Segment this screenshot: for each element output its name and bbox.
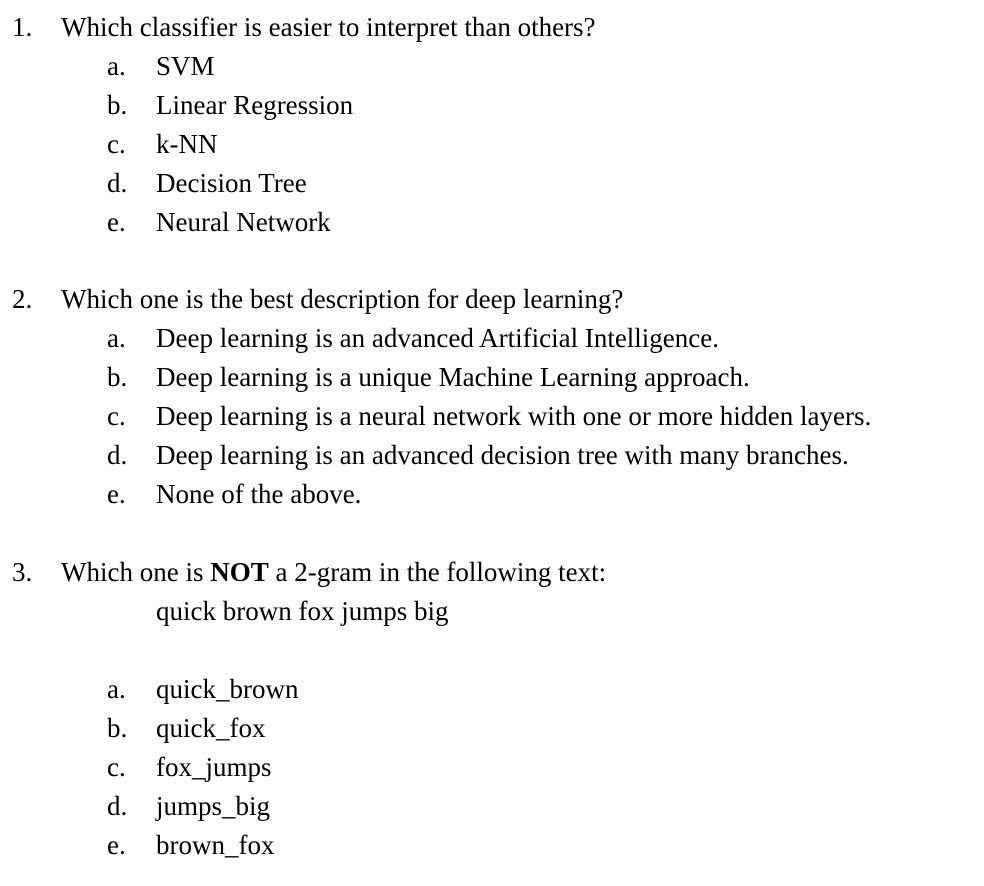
question-text: Which one is the best description for deep learning? — [61, 284, 624, 314]
option-b — [0, 358, 984, 397]
option-letter: a. — [107, 323, 126, 353]
option-b — [0, 86, 984, 125]
option-e — [0, 203, 984, 242]
option-text: k-NN — [156, 129, 218, 159]
sample-text-line — [0, 592, 984, 631]
option-letter: c. — [107, 401, 126, 431]
option-letter: a. — [107, 51, 126, 81]
question-3 — [0, 553, 984, 865]
question-number: 2. — [12, 284, 33, 314]
question-1-stem — [0, 8, 984, 47]
option-text: quick_brown — [156, 674, 299, 704]
option-text: fox_jumps — [156, 752, 272, 782]
option-text: quick_fox — [156, 713, 266, 743]
option-text: Deep learning is a neural network with one or more hidden layers. — [156, 401, 872, 431]
option-list — [0, 47, 984, 242]
question-text-after: a 2-gram in the following text: — [268, 557, 607, 587]
option-letter: e. — [107, 479, 126, 509]
question-2-stem — [0, 280, 984, 319]
option-letter: e. — [107, 830, 126, 860]
option-text: jumps_big — [156, 791, 271, 821]
option-e — [0, 826, 984, 865]
option-c — [0, 397, 984, 436]
option-letter: b. — [107, 362, 128, 392]
option-letter: d. — [107, 168, 128, 198]
option-letter: e. — [107, 207, 126, 237]
question-emphasis: NOT — [210, 557, 269, 587]
question-2 — [0, 280, 984, 514]
option-letter: d. — [107, 440, 128, 470]
option-c — [0, 125, 984, 164]
option-text: Deep learning is a unique Machine Learning approach. — [156, 362, 750, 392]
option-e — [0, 475, 984, 514]
option-letter: a. — [107, 674, 126, 704]
option-list — [0, 670, 984, 865]
question-text: Which classifier is easier to interpret than others? — [61, 12, 596, 42]
option-a — [0, 47, 984, 86]
sample-text: quick brown fox jumps big — [156, 596, 449, 626]
option-b — [0, 709, 984, 748]
option-letter: c. — [107, 752, 126, 782]
question-text-before: Which one is — [61, 557, 211, 587]
option-a — [0, 319, 984, 358]
option-text: None of the above. — [156, 479, 362, 509]
question-text — [61, 553, 606, 592]
option-d — [0, 164, 984, 203]
option-d — [0, 436, 984, 475]
option-letter: b. — [107, 713, 128, 743]
option-letter: c. — [107, 129, 126, 159]
option-c — [0, 748, 984, 787]
option-text: SVM — [156, 51, 215, 81]
option-text: Neural Network — [156, 207, 331, 237]
option-text: brown_fox — [156, 830, 275, 860]
option-d — [0, 787, 984, 826]
option-text: Deep learning is an advanced decision tree with many branches. — [156, 440, 849, 470]
option-text: Linear Regression — [156, 90, 354, 120]
option-letter: d. — [107, 791, 128, 821]
question-number: 3. — [12, 557, 33, 587]
question-number: 1. — [12, 12, 33, 42]
option-letter: b. — [107, 90, 128, 120]
question-3-stem — [0, 553, 984, 592]
option-list — [0, 319, 984, 514]
question-1 — [0, 8, 984, 242]
option-a — [0, 670, 984, 709]
option-text: Deep learning is an advanced Artificial Intelligence. — [156, 323, 720, 353]
option-text: Decision Tree — [156, 168, 307, 198]
